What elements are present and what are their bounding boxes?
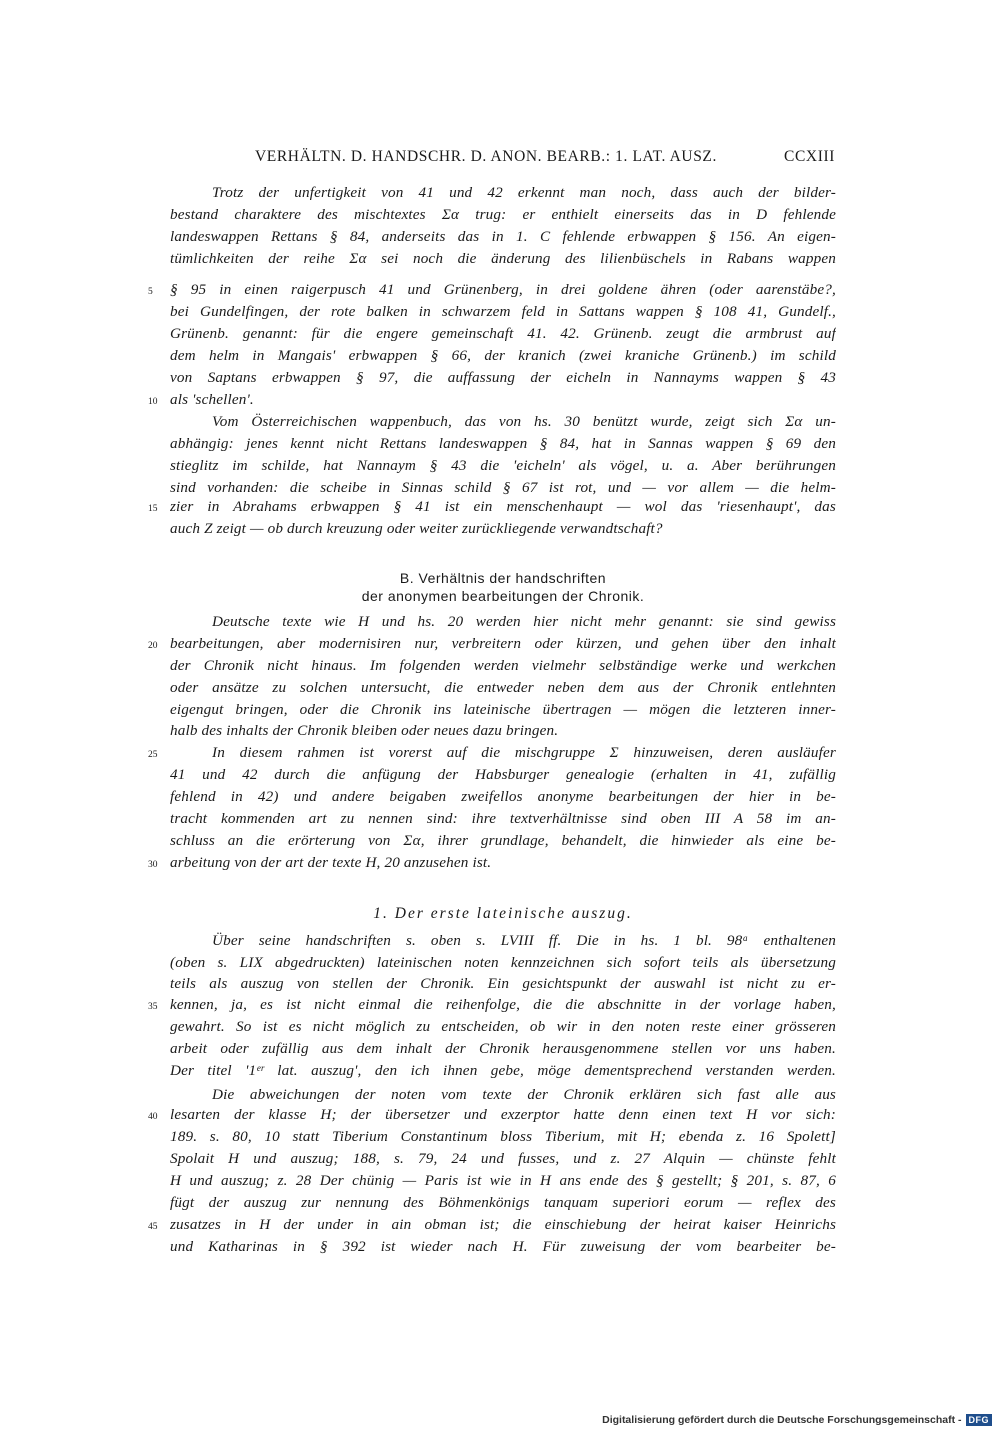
text-line: von Saptans erbwappen § 97, die auffassung der eicheln in Nannayms wappen § 43 bbox=[170, 369, 836, 386]
text-line: § 95 in einen raigerpusch 41 und Grünenberg, in drei goldene ähren (oder aarenstäbe?, bbox=[170, 281, 836, 298]
text-line: (oben s. LIX abgedruckten) lateinischen noten kennzeichnen sich sofort teils als übersetzung bbox=[170, 954, 836, 971]
line-number: 5 bbox=[148, 287, 153, 297]
line-number: 10 bbox=[148, 397, 158, 407]
text-line: dem helm in Mangais' erbwappen § 66, der kranich (zwei kraniche Grünenb.) im schild bbox=[170, 347, 836, 364]
text-line: Spolait H und auszug; 188, s. 79, 24 und fusses, und z. 27 Alquin — chünste fehlt bbox=[170, 1150, 836, 1167]
text-line: teils als auszug von stellen der Chronik. Ein gesichtspunkt der auswahl ist nicht zu er- bbox=[170, 975, 836, 992]
text-line: H und auszug; z. 28 Der chünig — Paris ist wie in H ans ende des § gestellt; § 201, s. 87, 6 bbox=[170, 1172, 836, 1189]
section-b-title-line1: B. Verhältnis der handschriften bbox=[399, 570, 607, 586]
dfg-logo: DFG bbox=[966, 1414, 993, 1426]
text-line: Die abweichungen der noten vom texte der Chronik erklären sich fast alle aus bbox=[212, 1086, 836, 1103]
text-line: arbeitung von der art der texte H, 20 anzusehen ist. bbox=[170, 854, 492, 871]
text-line: 41 und 42 durch die anfügung der Habsburger genealogie (erhalten in 41, zufällig bbox=[170, 766, 836, 783]
text-line: landeswappen Rettans § 84, anderseits das in 1. C fehlende erbwappen § 156. An eigen- bbox=[170, 228, 836, 245]
text-line: halb des inhalts der Chronik bleiben oder neues dazu bringen. bbox=[170, 722, 559, 739]
text-line: tümlichkeiten der reihe Σα sei noch die änderung des lilienbüschels in Rabans wappen bbox=[170, 250, 836, 267]
text-line: lesarten der klasse H; der übersetzer und exzerptor hatte denn einen text H vor sich: bbox=[170, 1106, 836, 1123]
text-line: fügt der auszug zur nennung des Böhmenkönigs tanquam superiori eorum — reflex des bbox=[170, 1194, 836, 1211]
text-line: bearbeitungen, aber modernisiren nur, verbreitern oder kürzen, und gehen über den inhalt bbox=[170, 635, 836, 652]
text-line: oder ansätze zu solchen untersucht, die entweder neben dem aus der Chronik entlehnten bbox=[170, 679, 836, 696]
text-line: zusatzes in H der under in ain obman ist; die einschiebung der heirat kaiser Heinrichs bbox=[170, 1216, 836, 1233]
line-number: 20 bbox=[148, 641, 158, 651]
text-line: als 'schellen'. bbox=[170, 391, 254, 408]
text-line: kennen, ja, es ist nicht einmal die reihenfolge, die die abschnitte in der vorlage haben, bbox=[170, 996, 836, 1013]
running-title: VERHÄLTN. D. HANDSCHR. D. ANON. BEARB.: 1. LAT. AUSZ. bbox=[255, 148, 717, 165]
page-number: CCXIII bbox=[784, 148, 835, 165]
line-number: 30 bbox=[148, 860, 158, 870]
text-line: tracht kommenden art zu nennen sind: ihre textverhältnisse sind oben III A 58 im an- bbox=[170, 810, 836, 827]
text-line: der Chronik nicht hinaus. Im folgenden werden vielmehr selbständige werke und werkchen bbox=[170, 657, 836, 674]
digitization-credit bbox=[602, 1414, 992, 1426]
text-line: In diesem rahmen ist vorerst auf die mischgruppe Σ hinzuweisen, deren ausläufer bbox=[212, 744, 836, 761]
text-line: abhängig: jenes kennt nicht Rettans landeswappen § 84, hat in Sannas wappen § 69 den bbox=[170, 435, 836, 452]
text-line: Der titel '1ᵉʳ lat. auszug', den ich ihnen gebe, möge dementsprechend verstanden werden. bbox=[170, 1062, 836, 1079]
text-line: 189. s. 80, 10 statt Tiberium Constantinum bloss Tiberium, mit H; ebenda z. 16 Spolett] bbox=[170, 1128, 836, 1145]
text-line: stieglitz im schilde, hat Nannaym § 43 die 'eicheln' als vögel, u. a. Aber berührungen bbox=[170, 457, 836, 474]
text-line: und Katharinas in § 392 ist wieder nach H. Für zuweisung der vom bearbeiter be- bbox=[170, 1238, 836, 1255]
text-line: Trotz der unfertigkeit von 41 und 42 erkennt man noch, dass auch der bilder- bbox=[212, 184, 836, 201]
text-line: zier in Abrahams erbwappen § 41 ist ein menschenhaupt — wol das 'riesenhaupt', das bbox=[170, 498, 836, 515]
section-b-title-line2: der anonymen bearbeitungen der Chronik. bbox=[361, 588, 645, 604]
credit-text: Digitalisierung gefördert durch die Deutsche Forschungsgemeinschaft - bbox=[602, 1414, 962, 1426]
text-line: bestand charaktere des mischtextes Σα trug: er enthielt einerseits das in D fehlende bbox=[170, 206, 836, 223]
text-line: sind vorhanden: die scheibe in Sinnas schild § 67 ist rot, und — vor allem — die helm- bbox=[170, 479, 836, 496]
text-line: gewahrt. So ist es nicht möglich zu entscheiden, ob wir in den noten reste einer grösseren bbox=[170, 1018, 836, 1035]
line-number: 35 bbox=[148, 1002, 158, 1012]
text-line: arbeit oder zufällig aus dem inhalt der Chronik herausgenommene stellen vor uns haben. bbox=[170, 1040, 836, 1057]
text-line: Deutsche texte wie H und hs. 20 werden hier nicht mehr genannt: sie sind gewiss bbox=[212, 613, 836, 630]
text-line: auch Z zeigt — ob durch kreuzung oder weiter zurückliegende verwandtschaft? bbox=[170, 520, 663, 537]
text-line: eigengut bringen, oder die Chronik ins lateinische übertragen — mögen die letzteren inner- bbox=[170, 701, 836, 718]
line-number: 15 bbox=[148, 504, 158, 514]
line-number: 40 bbox=[148, 1112, 158, 1122]
text-line: schluss an die erörterung von Σα, ihrer grundlage, behandelt, die hinwieder als eine be- bbox=[170, 832, 836, 849]
line-number: 45 bbox=[148, 1222, 158, 1232]
text-line: Grünenb. genannt: für die engere gemeinschaft 41. 42. Grünenb. zeugt die armbrust auf bbox=[170, 325, 836, 342]
text-line: Über seine handschriften s. oben s. LVIII ff. Die in hs. 1 bl. 98ᵃ enthaltenen bbox=[212, 932, 836, 949]
text-line: fehlend in 42) und andere beigaben zweifellos anonyme bearbeitungen der hier in be- bbox=[170, 788, 836, 805]
text-line: Vom Österreichischen wappenbuch, das von hs. 30 benützt wurde, zeigt sich Σα un- bbox=[212, 413, 836, 430]
running-head bbox=[255, 148, 835, 166]
section-1-title: 1. Der erste lateinische auszug. bbox=[373, 905, 633, 922]
line-number: 25 bbox=[148, 750, 158, 760]
text-line: bei Gundelfingen, der rote balken in schwarzem feld in Sattans wappen § 108 41, Gundelf., bbox=[170, 303, 836, 320]
